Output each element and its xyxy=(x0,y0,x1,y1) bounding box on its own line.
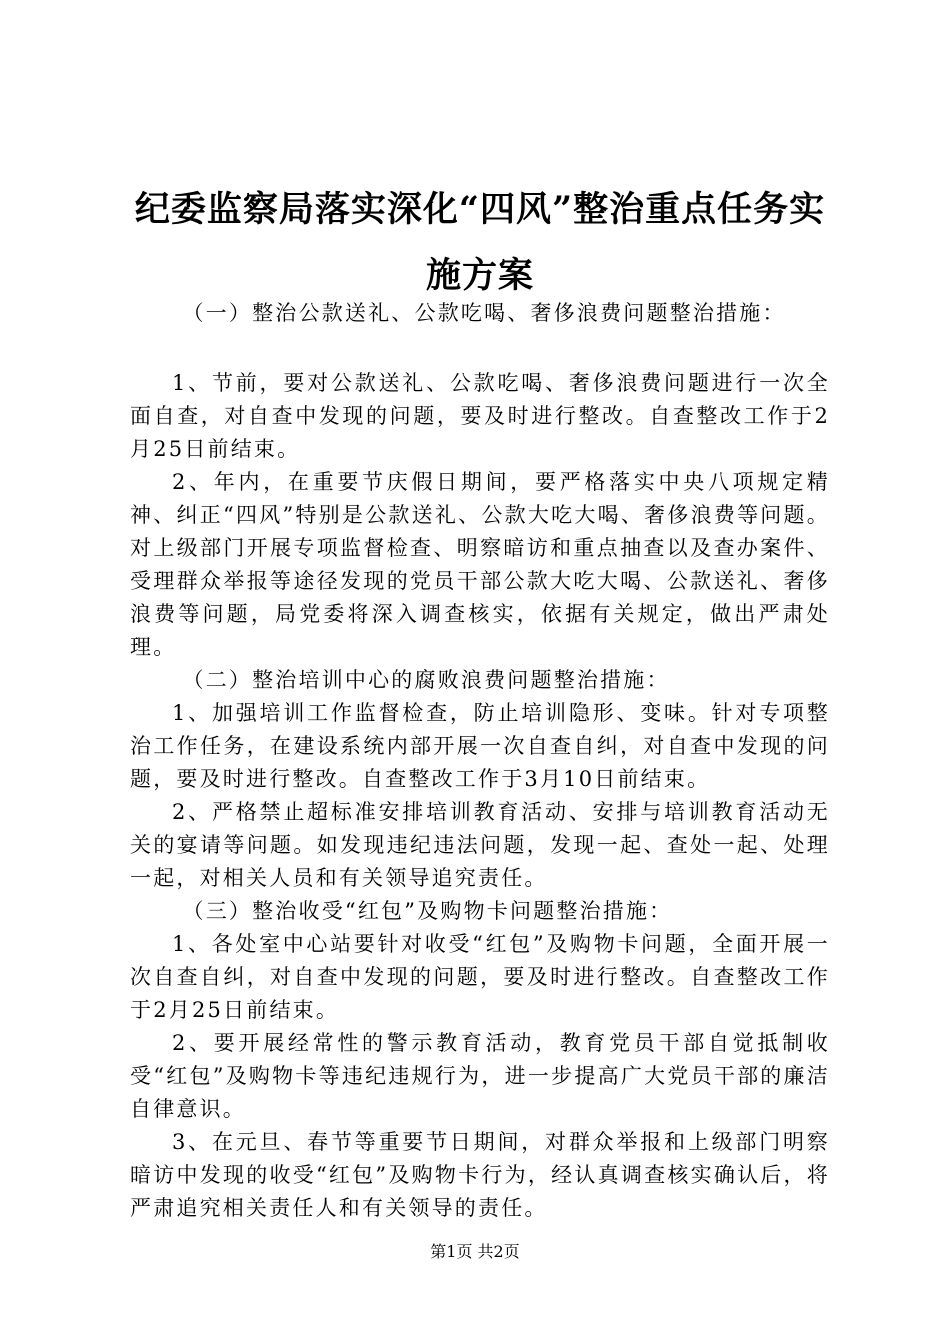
document-title-line-2: 施方案 xyxy=(425,255,534,296)
document-title-line-1: 纪委监察局落实深化“四风”整治重点任务实 xyxy=(134,189,826,230)
section-3-paragraph-2: 2、要开展经常性的警示教育活动，教育党员干部自觉抵制收受“红包”及购物卡等违纪违规行为，进一步提高广大党员干部的廉洁自律意识。 xyxy=(130,1031,830,1121)
section-1-paragraph-2: 2、年内，在重要节庆假日期间，要严格落实中央八项规定精神、纠正“四风”特别是公款送礼、公款大吃大喝、奢侈浪费等问题。对上级部门开展专项监督检查、明察暗访和重点抽查以及查办案件、受理群众举报等途径发现的党员干部公款大吃大喝、公款送礼、奢侈浪费等问题，局党委将深入调查核实，依据有关规定，做出严肃处理。 xyxy=(130,470,830,659)
section-2-paragraph-1: 1、加强培训工作监督检查，防止培训隐形、变味。针对专项整治工作任务，在建设系统内部开展一次自查自纠，对自查中发现的问题，要及时进行整改。自查整改工作于3月10日前结束。 xyxy=(130,701,830,791)
section-2-paragraph-2: 2、严格禁止超标准安排培训教育活动、安排与培训教育活动无关的宴请等问题。如发现违纪违法问题，发现一起、查处一起、处理一起，对相关人员和有关领导追究责任。 xyxy=(130,800,830,890)
document-body xyxy=(130,297,830,1225)
section-1-paragraph-1: 1、节前，要对公款送礼、公款吃喝、奢侈浪费问题进行一次全面自查，对自查中发现的问题，要及时进行整改。自查整改工作于2月25日前结束。 xyxy=(130,371,830,461)
section-1-heading: （一）整治公款送礼、公款吃喝、奢侈浪费问题整治措施： xyxy=(182,301,786,325)
section-3-paragraph-3: 3、在元旦、春节等重要节日期间，对群众举报和上级部门明察暗访中发现的收受“红包”及购物卡行为，经认真调查核实确认后，将严肃追究相关责任人和有关领导的责任。 xyxy=(130,1130,830,1220)
section-3-heading: （三）整治收受“红包”及购物卡问题整治措施： xyxy=(182,899,673,923)
section-3-paragraph-1: 1、各处室中心站要针对收受“红包”及购物卡问题，全面开展一次自查自纠，对自查中发现的问题，要及时进行整改。自查整改工作于2月25日前结束。 xyxy=(130,932,830,1022)
blank-spacer xyxy=(130,330,830,367)
section-2-heading: （二）整治培训中心的腐败浪费问题整治措施： xyxy=(182,668,670,692)
page-footer: 第1页 共2页 xyxy=(430,1242,520,1261)
